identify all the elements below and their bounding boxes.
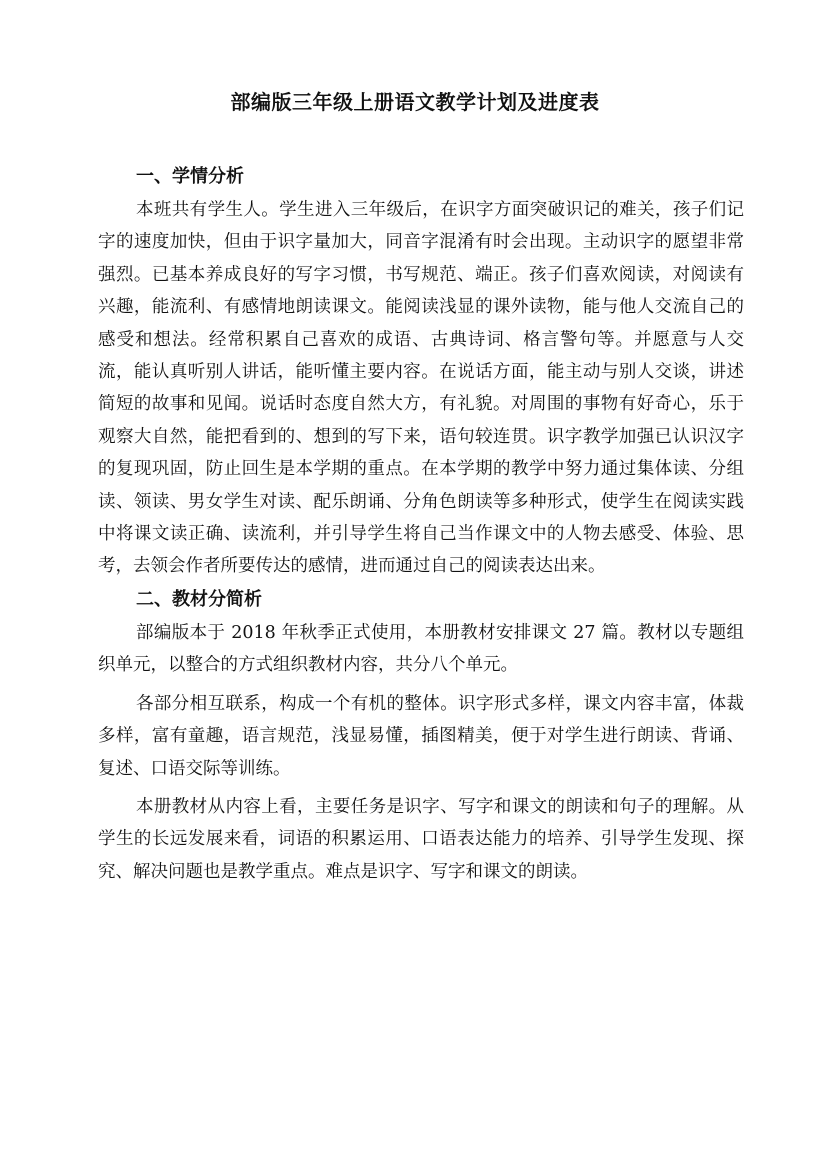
section-heading: 二、教材分简析 xyxy=(136,588,262,610)
page-title: 部编版三年级上册语文教学计划及进度表 xyxy=(230,90,600,114)
section-paragraph: 部编版本于 2018 年秋季正式使用，本册教材安排课文 27 篇。教材以专题组织单元，以整合的方式组织教材内容，共分八个单元。 xyxy=(98,622,744,676)
section-paragraph: 本班共有学生人。学生进入三年级后，在识字方面突破识记的难关，孩子们记字的速度加快，但由于识字量加大，同音字混淆有时会出现。主动识字的愿望非常强烈。已基本养成良好的写字习惯，书写规范、端正。孩子们喜欢阅读，对阅读有兴趣，能流利、有感情地朗读课文。能阅读浅显的课外读物，能与他人交流自己的感受和想法。经常积累自己喜欢的成语、古典诗词、格言警句等。并愿意与人交流，能认真听别人讲话，能听懂主要内容。在说话方面，能主动与别人交谈，讲述简短的故事和见闻。说话时态度自然大方，有礼貌。对周围的事物有好奇心，乐于观察大自然，能把看到的、想到的写下来，语句较连贯。识字教学加强已认识汉字的复现巩固，防止回生是本学期的重点。在本学期的教学中努力通过集体读、分组读、领读、男女学生对读、配乐朗诵、分角色朗读等多种形式，使学生在阅读实践中将课文读正确、读流利，并引导学生将自己当作课文中的人物去感受、体验、思考，去领会作者所要传达的感情，进而通过自己的阅读表达出来。 xyxy=(98,200,744,577)
section-textbook-analysis xyxy=(98,583,744,888)
section-paragraph: 本册教材从内容上看，主要任务是识字、写字和课文的朗读和句子的理解。从学生的长远发展来看，词语的积累运用、口语表达能力的培养、引导学生发现、探究、解决问题也是教学重点。难点是识字、写字和课文的朗读。 xyxy=(98,796,744,882)
section-learning-analysis xyxy=(98,160,744,583)
section-heading: 一、学情分析 xyxy=(136,166,244,187)
document-body xyxy=(98,160,744,888)
section-paragraph: 各部分相互联系，构成一个有机的整体。识字形式多样，课文内容丰富，体裁多样，富有童趣，语言规范，浅显易懂，插图精美，便于对学生进行朗读、背诵、复述、口语交际等训练。 xyxy=(98,693,744,779)
